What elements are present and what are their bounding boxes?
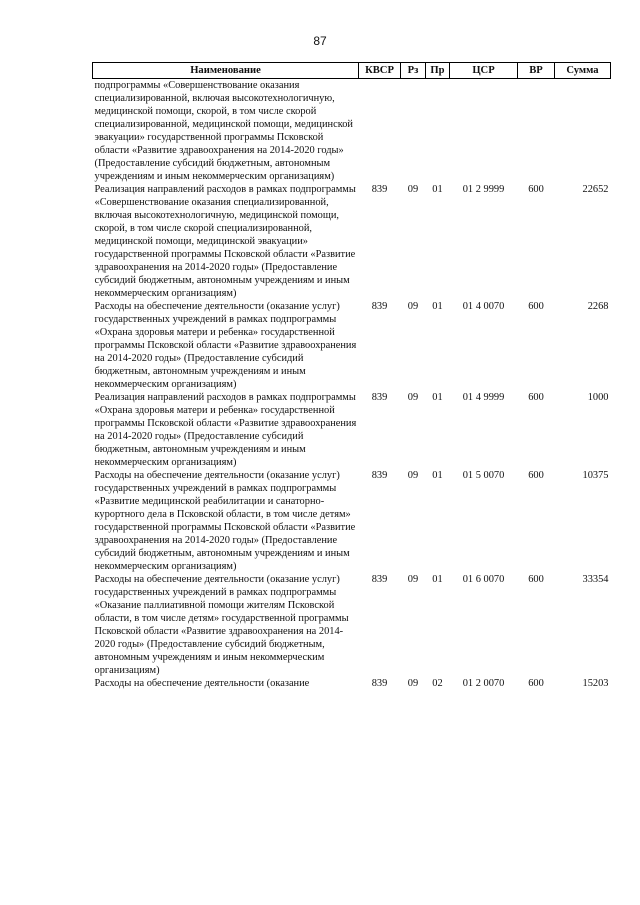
table-row (93, 300, 611, 391)
row-rz: 09 (407, 301, 419, 312)
row-pr: 01 (432, 301, 443, 312)
header-row (93, 63, 611, 79)
row-sum: 15203 (582, 678, 609, 689)
row-csr (450, 79, 518, 184)
header-name: Наименование (93, 63, 359, 79)
row-sum: 10375 (582, 470, 609, 481)
header-csr: ЦСР (450, 63, 518, 79)
table-row (93, 469, 611, 573)
row-csr: 01 4 9999 (462, 392, 505, 403)
table-row (93, 79, 611, 184)
row-kvsr: 839 (371, 678, 388, 689)
row-kvsr: 839 (371, 392, 388, 403)
header-rz: Рз (401, 63, 426, 79)
header-sum: Сумма (555, 63, 611, 79)
row-kvsr: 839 (371, 184, 388, 195)
row-rz: 09 (407, 574, 419, 585)
row-pr (426, 79, 450, 184)
table-header (93, 63, 611, 79)
row-kvsr: 839 (371, 301, 388, 312)
row-pr: 01 (432, 574, 443, 585)
row-vr: 600 (528, 574, 544, 585)
row-csr: 01 4 0070 (462, 301, 505, 312)
row-sum: 2268 (587, 301, 609, 312)
row-vr: 600 (528, 184, 544, 195)
row-csr: 01 2 0070 (462, 678, 505, 689)
row-csr: 01 2 9999 (462, 184, 505, 195)
row-vr: 600 (528, 392, 544, 403)
row-csr: 01 5 0070 (462, 470, 505, 481)
row-name: Расходы на обеспечение деятельности (оказание (94, 678, 310, 689)
row-name: Реализация направлений расходов в рамках подпрограммы «Совершенствование оказания специализированной, включая высокотехнологичную, медицинской помощи, скорой, в том числе скорой специализированной, медицинской помощи, медицинской эвакуации» государственной программы Псковской области «Развитие здравоохранения на 2014-2020 годы» (Предоставление субсидий бюджетным, автономным учреждениям и иным некоммерческим организациям) (94, 184, 356, 299)
row-name: Расходы на обеспечение деятельности (оказание услуг) государственных учреждений в рамках подпрограммы «Охрана здоровья матери и ребенка» государственной программы Псковской области «Развитие здравоохранения на 2014-2020 годы» (Предоставление субсидий бюджетным, автономным учреждениям и иным некоммерческим организациям) (94, 301, 357, 390)
row-pr: 01 (432, 470, 443, 481)
row-kvsr (359, 79, 401, 184)
row-csr: 01 6 0070 (462, 574, 505, 585)
row-sum: 1000 (587, 392, 609, 403)
row-sum (555, 79, 611, 184)
row-vr (518, 79, 555, 184)
row-name: Расходы на обеспечение деятельности (оказание услуг) государственных учреждений в рамках подпрограммы «Развитие медицинской реабилитации и санаторно-курортного дела в Псковской области, в том числе детям» государственной программы Псковской области «Развитие здравоохранения на 2014-2020 годы» (Предоставление субсидий бюджетным, автономным учреждениям и иным некоммерческим организациям) (94, 470, 356, 572)
row-kvsr: 839 (371, 574, 388, 585)
row-name: Расходы на обеспечение деятельности (оказание услуг) государственных учреждений в рамках подпрограммы «Оказание паллиативной помощи жителям Псковской области, в том числе детям» государственной программы Псковской области «Развитие здравоохранения на 2014-2020 годы» (Предоставление субсидий бюджетным, автономным учреждениям и иным некоммерческим организациям) (94, 574, 349, 676)
row-name: подпрограммы «Совершенствование оказания специализированной, включая высокотехнологичную, медицинской помощи, скорой, в том числе скорой специализированной, медицинской помощи, медицинской эвакуации» государственной программы Псковской области «Развитие здравоохранения на 2014-2020 годы» (Предоставление субсидий бюджетным, автономным учреждениям и иным некоммерческим организациям) (94, 80, 353, 182)
row-rz (401, 79, 426, 184)
row-rz: 09 (407, 392, 419, 403)
header-vr: ВР (518, 63, 555, 79)
row-vr: 600 (528, 301, 544, 312)
row-pr: 02 (432, 678, 443, 689)
table-body (93, 79, 611, 691)
row-vr: 600 (528, 678, 544, 689)
row-rz: 09 (407, 470, 419, 481)
table-row (93, 677, 611, 690)
row-sum: 22652 (582, 184, 609, 195)
row-pr: 01 (432, 184, 443, 195)
table-row (93, 573, 611, 677)
row-name: Реализация направлений расходов в рамках подпрограммы «Охрана здоровья матери и ребенка» государственной программы Псковской области «Развитие здравоохранения на 2014-2020 годы» (Предоставление субсидий бюджетным, автономным учреждениям и иным некоммерческим организациям) (94, 392, 357, 468)
table-row (93, 391, 611, 469)
row-pr: 01 (432, 392, 443, 403)
row-vr: 600 (528, 470, 544, 481)
budget-table (92, 62, 611, 690)
table-row (93, 183, 611, 300)
header-pr: Пр (426, 63, 450, 79)
header-kvsr: КВСР (359, 63, 401, 79)
row-rz: 09 (407, 678, 419, 689)
row-kvsr: 839 (371, 470, 388, 481)
row-rz: 09 (407, 184, 419, 195)
row-sum: 33354 (582, 574, 609, 585)
page-number: 87 (313, 34, 327, 48)
